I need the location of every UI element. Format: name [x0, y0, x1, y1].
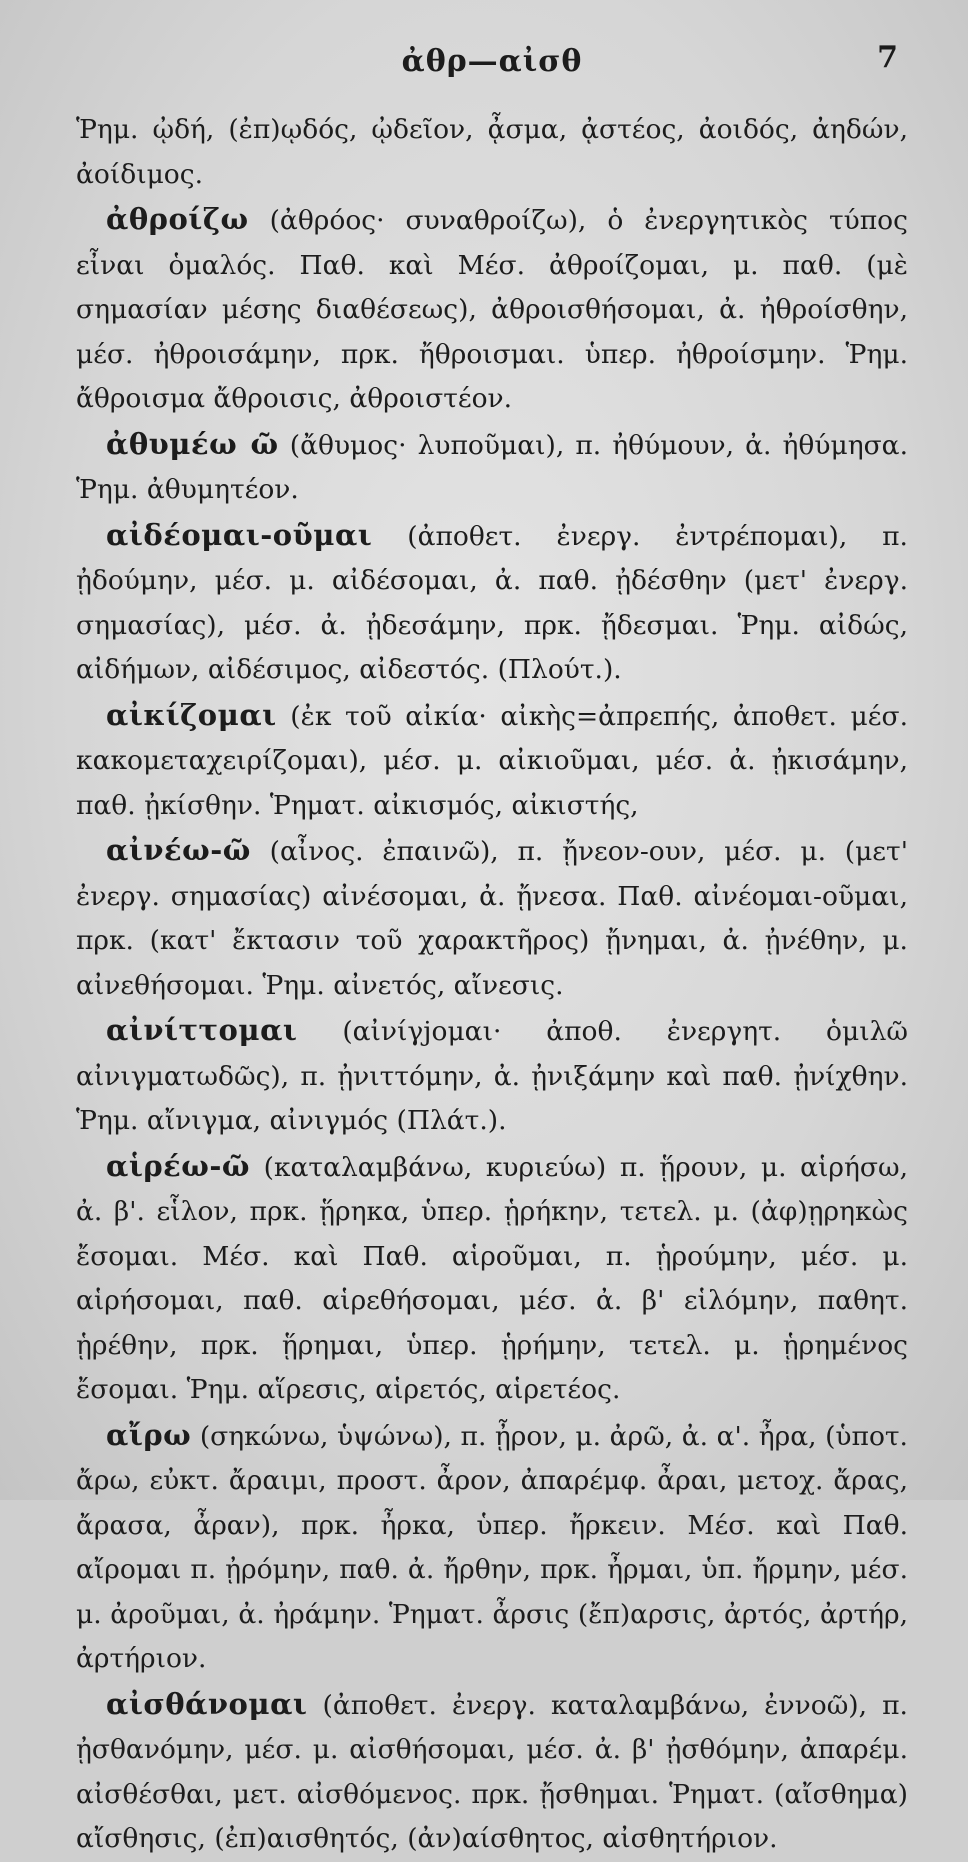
entry-text: (ἀποθετ. ἐνεργ. ἐντρέπομαι), π. ᾐδούμην, μέσ. μ. αἰδέσομαι, ἀ. παθ. ᾐδέσθην (μετ' ἐνεργ. σημασίας), μέσ. ἀ. ᾐδεσάμην, πρκ. ᾔδεσμαι. Ῥημ. αἰδώς, αἰδήμων, αἰδέσιμος, αἰδεστός. (Πλούτ.).	[76, 520, 908, 685]
entry-lemma: αἰνίττομαι	[106, 1013, 298, 1047]
entry-continuation	[76, 108, 908, 197]
entry-text: (ἐκ τοῦ αἰκία· αἰκὴς=ἀπρεπής, ἀποθετ. μέσ. κακομεταχειρίζομαι), μέσ. μ. αἰκιοῦμαι, μέσ. ἀ. ᾐκισάμην, παθ. ᾐκίσθην. Ῥηματ. αἰκισμός, αἰκιστής,	[76, 700, 908, 821]
entry-text: (σηκώνω, ὑψώνω), π. ᾖρον, μ. ἀρῶ, ἀ. α'. ἦρα, (ὑποτ. ἄρω, εὐκτ. ἄραιμι, προστ. ἆρον, ἀπαρέμφ. ἆραι, μετοχ. ἄρας, ἄρασα, ἆραν), πρκ. ἦρκα, ὑπερ. ἤρκειν. Μέσ. καὶ Παθ. αἴρομαι π. ᾐρόμην, παθ. ἀ. ἤρθην, πρκ. ἦρμαι, ὑπ. ἤρμην, μέσ. μ. ἀροῦμαι, ἀ. ἠράμην. Ῥηματ. ἆρσις (ἔπ)αρσις, ἀρτός, ἀρτήρ, ἀρτήριον.	[76, 1420, 908, 1674]
entry-text: Ῥημ. ᾠδή, (ἐπ)ῳδός, ᾠδεῖον, ᾆσμα, ᾀστέος, ἀοιδός, ἀηδών, ἀοίδιμος.	[76, 114, 908, 190]
entry-ainittomai	[76, 1008, 908, 1144]
entry-lemma: αἰσθάνομαι	[106, 1686, 308, 1721]
entry-lemma: ἀθυμέω ῶ	[106, 426, 279, 461]
entry-aideomai	[76, 513, 908, 693]
entry-airo	[76, 1413, 908, 1682]
dictionary-body	[76, 108, 908, 1862]
entry-lemma: αἰκίζομαι	[106, 697, 277, 732]
entry-aikizomai	[76, 693, 908, 829]
running-head	[76, 40, 908, 100]
entry-lemma: αἰδέομαι-οῦμαι	[106, 517, 373, 552]
entry-text: (ἀποθετ. ἐνεργ. καταλαμβάνω, ἐννοῶ), π. ᾐσθανόμην, μέσ. μ. αἰσθήσομαι, μέσ. ἀ. β' ᾐσθόμην, ἀπαρέμ. αἰσθέσθαι, μετ. αἰσθόμενος. πρκ. ᾔσθημαι. Ῥηματ. (αἴσθημα) αἴσθησις, (ἐπ)αισθητός, (ἀν)αίσθητος, αἰσθητήριον.	[76, 1689, 908, 1854]
entry-text: (ἄθυμος· λυποῦμαι), π. ἠθύμουν, ἀ. ἠθύμησα. Ῥημ. ἀθυμητέον.	[76, 429, 908, 505]
entry-lemma: αἴρω	[106, 1417, 192, 1452]
entry-athymeo	[76, 422, 908, 513]
entry-haireo	[76, 1144, 908, 1413]
entry-athroizo	[76, 197, 908, 422]
entry-lemma: ἀθροίζω	[106, 202, 249, 236]
entry-text: (αἰνίγjομαι· ἀποθ. ἐνεργητ. ὁμιλῶ αἰνιγματωδῶς), π. ᾐνιττόμην, ἀ. ᾐνιξάμην καὶ παθ. ᾐνίχθην. Ῥημ. αἴνιγμα, αἰνιγμός (Πλάτ.).	[76, 1016, 908, 1136]
page-number: 7	[877, 40, 898, 75]
entry-text: (ἀθρόος· συναθροίζω), ὁ ἐνεργητικὸς τύπος εἶναι ὁμαλός. Παθ. καὶ Μέσ. ἀθροίζομαι, μ. παθ. (μὲ σημασίαν μέσης διαθέσεως), ἀθροισθήσομαι, ἀ. ἠθροίσθην, μέσ. ἠθροισάμην, πρκ. ἤθροισμαι. ὑπερ. ἠθροίσμην. Ῥημ. ἄθροισμα ἄθροισις, ἀθροιστέον.	[76, 205, 908, 414]
entry-text: (καταλαμβάνω, κυριεύω) π. ᾕρουν, μ. αἱρήσω, ἀ. β'. εἷλον, πρκ. ᾕρηκα, ὑπερ. ᾑρήκην, τετελ. μ. (ἀφ)ῃρηκὼς ἔσομαι. Μέσ. καὶ Παθ. αἱροῦμαι, π. ᾑρούμην, μέσ. μ. αἱρήσομαι, παθ. αἱρεθήσομαι, μέσ. ἀ. β' εἱλόμην, παθητ. ᾑρέθην, πρκ. ᾕρημαι, ὑπερ. ᾑρήμην, τετελ. μ. ᾑρημένος ἔσομαι. Ῥημ. αἵρεσις, αἱρετός, αἱρετέος.	[76, 1151, 908, 1405]
entry-lemma: αἰνέω-ῶ	[106, 833, 251, 867]
entry-lemma: αἱρέω-ῶ	[106, 1148, 251, 1183]
entry-text: (αἶνος. ἐπαινῶ), π. ᾔνεον-ουν, μέσ. μ. (μετ' ἐνεργ. σημασίας) αἰνέσομαι, ἀ. ᾔνεσα. Παθ. αἰνέομαι-οῦμαι, πρκ. (κατ' ἔκτασιν τοῦ χαρακτῆρος) ᾔνημαι, ἀ. ᾐνέθην, μ. αἰνεθήσομαι. Ῥημ. αἰνετός, αἴνεσις.	[76, 836, 908, 1001]
running-head-title: ἀθρ—αἰσθ	[401, 44, 583, 79]
entry-aisthanomai	[76, 1682, 908, 1862]
entry-aineo	[76, 828, 908, 1008]
